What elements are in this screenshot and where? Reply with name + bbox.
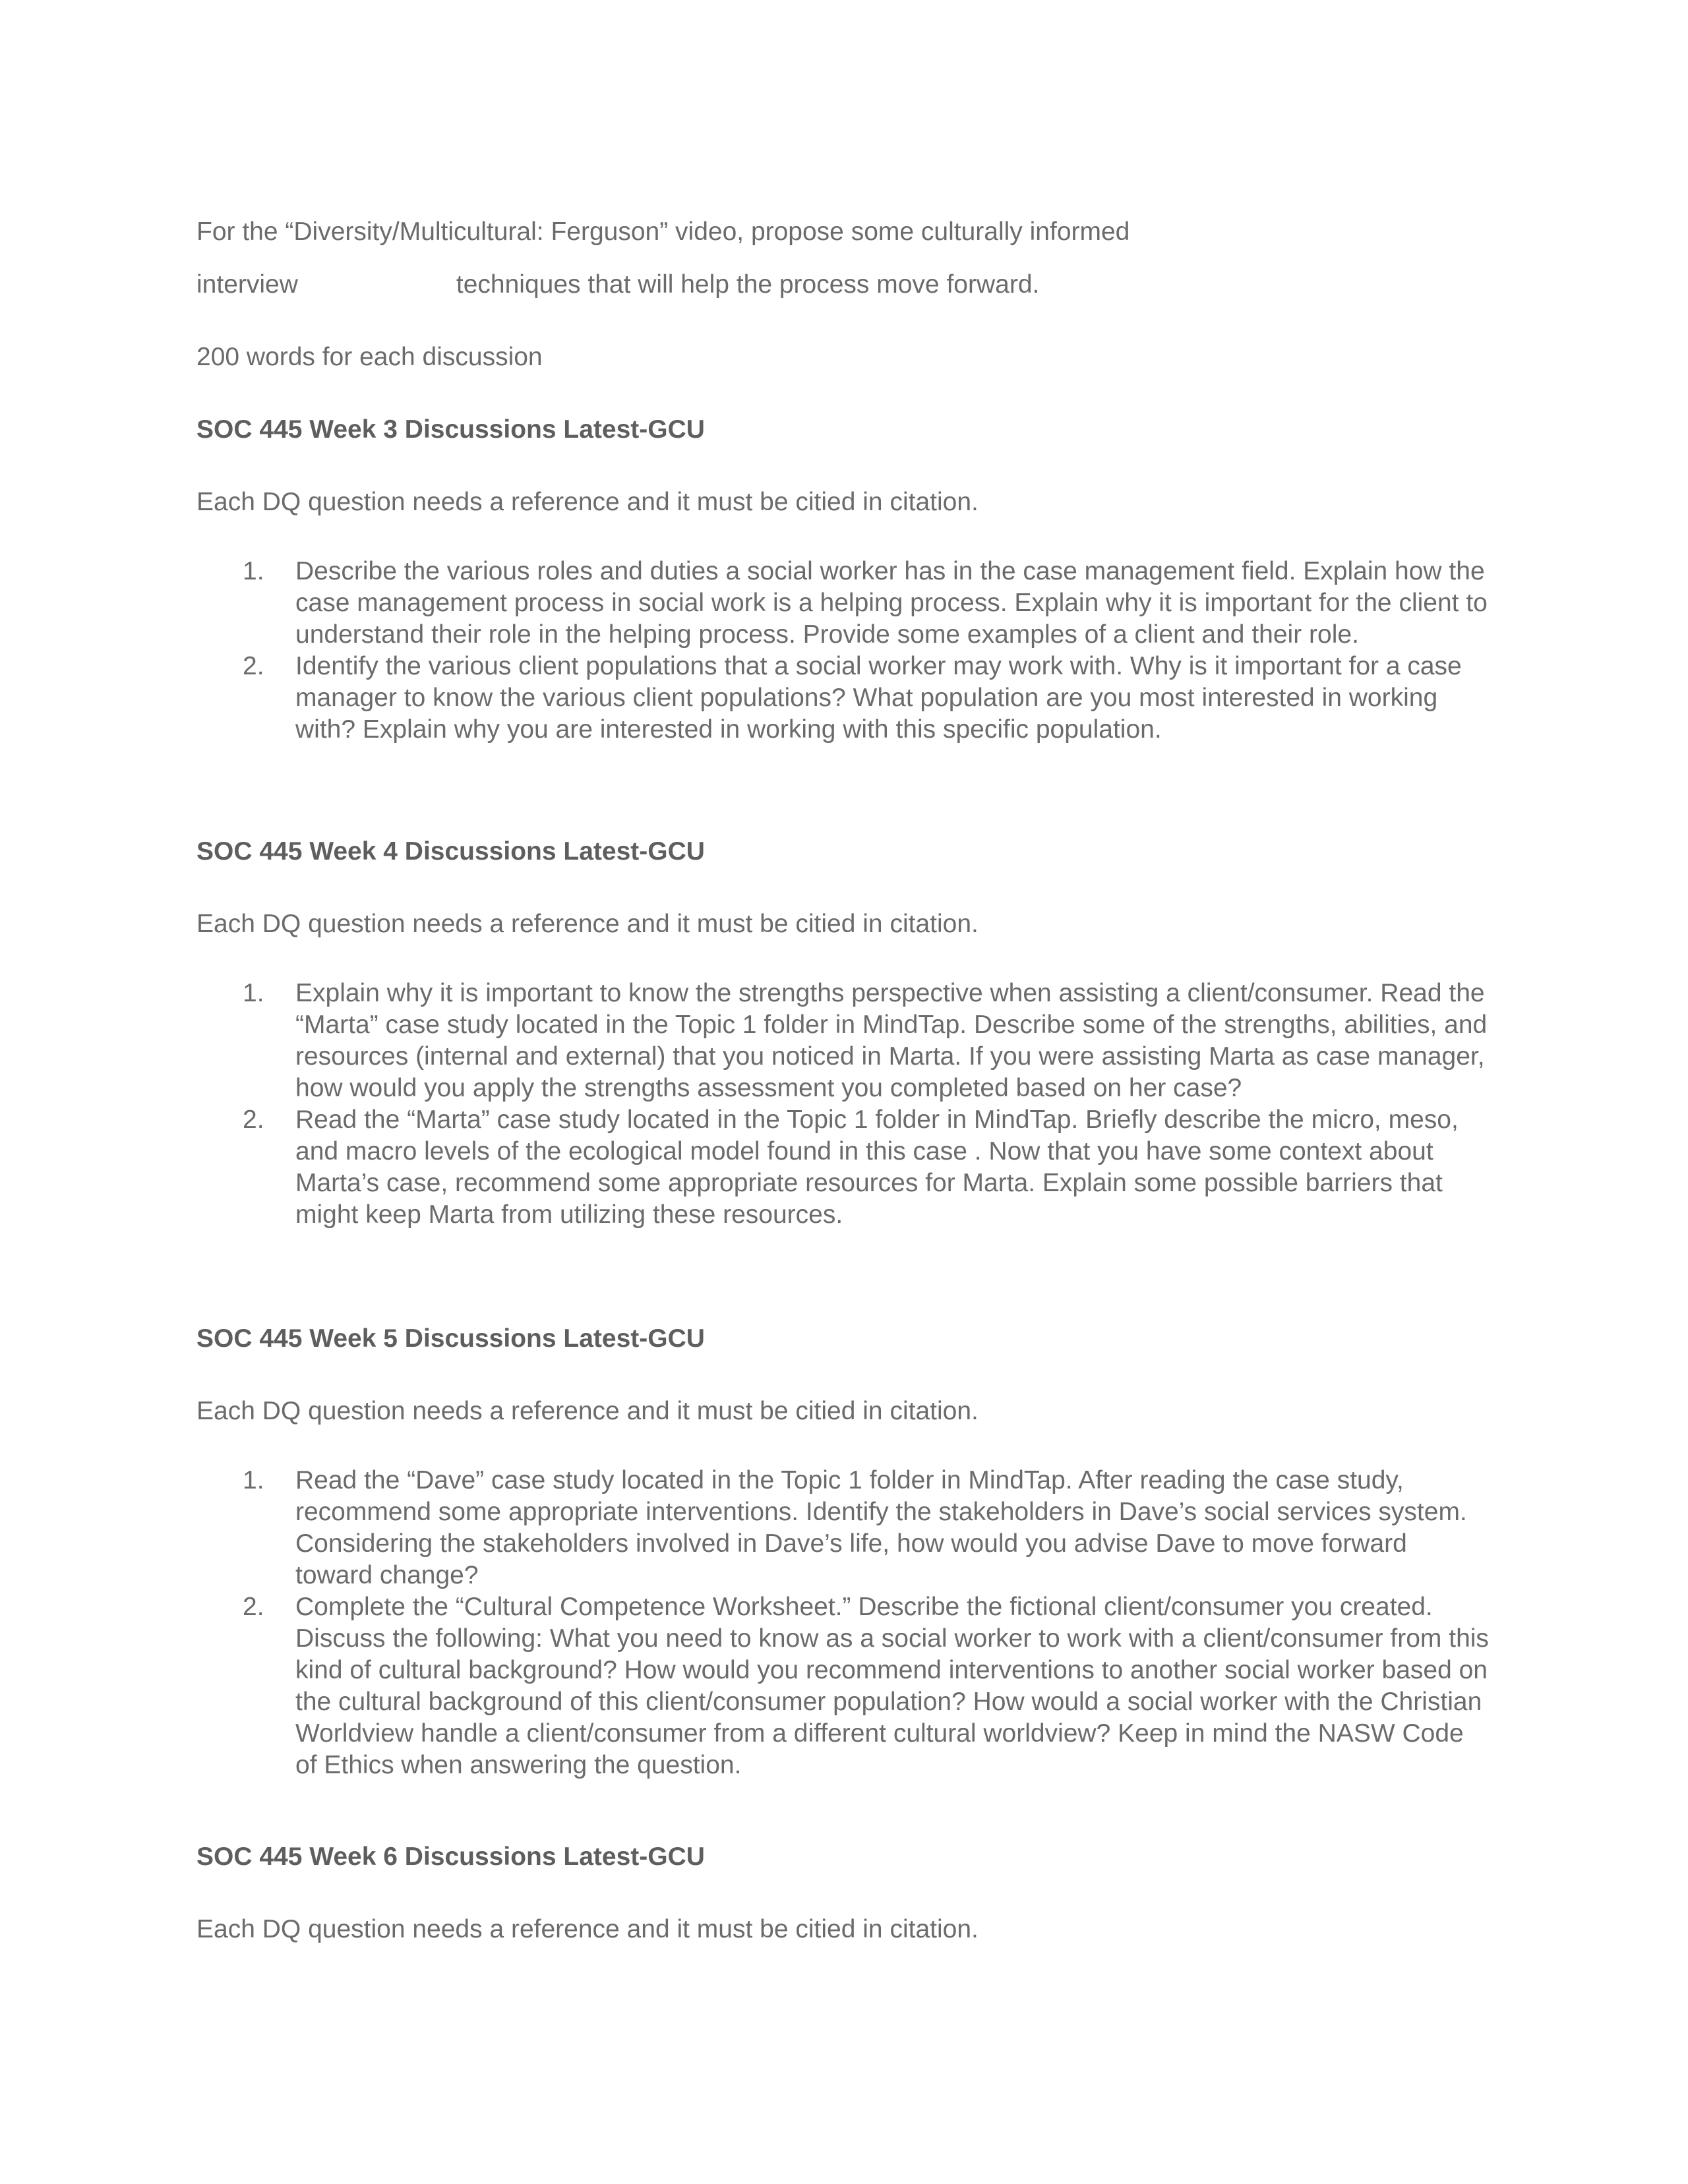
list-item-text: Complete the “Cultural Competence Worksheet.” Describe the fictional client/consumer you created. Discuss the following: What you need to know as a social worker to work with a client/consumer from this kind of cultural background? How would you recommend interventions to another social worker based on the cultural background of this client/consumer population? How would a social worker with the Christian Worldview handle a client/consumer from a different cultural worldview? Keep in mind the NASW Code of Ethics when answering the question. xyxy=(295,1593,1489,1779)
list-item-number: 2. xyxy=(243,1106,264,1134)
list-item-number: 2. xyxy=(243,652,264,680)
list-item-number: 1. xyxy=(243,1466,264,1494)
week-3-heading: SOC 445 Week 3 Discussions Latest-GCU xyxy=(196,415,705,444)
week-6-instruction: Each DQ question needs a reference and it must be citied in citation. xyxy=(196,1915,979,1943)
list-item xyxy=(196,1465,1489,1591)
list-item xyxy=(196,978,1489,1104)
list-item-number: 1. xyxy=(243,557,264,585)
list-item-text: Identify the various client populations that a social worker may work with. Why is it important for a case manager to know the various client populations? What population are you most interested in working with? Explain why you are interested in working with this specific population. xyxy=(295,652,1462,744)
week-6-heading: SOC 445 Week 6 Discussions Latest-GCU xyxy=(196,1843,705,1871)
week-4-question-list xyxy=(196,978,1489,1231)
week-5-heading: SOC 445 Week 5 Discussions Latest-GCU xyxy=(196,1324,705,1353)
week-3-question-list xyxy=(196,556,1489,746)
list-item-text: Read the “Dave” case study located in the Topic 1 folder in MindTap. After reading the case study, recommend some appropriate interventions. Identify the stakeholders in Dave’s social services system. Considering the stakeholders involved in Dave’s life, how would you advise Dave to move forward toward change? xyxy=(295,1466,1467,1589)
week-4-instruction: Each DQ question needs a reference and it must be citied in citation. xyxy=(196,910,979,938)
week-4-heading: SOC 445 Week 4 Discussions Latest-GCU xyxy=(196,837,705,866)
week-5-question-list xyxy=(196,1465,1489,1781)
word-count-note: 200 words for each discussion xyxy=(196,343,543,371)
list-item xyxy=(196,1591,1489,1781)
intro-line-2-start: interview xyxy=(196,270,298,299)
week-3-instruction: Each DQ question needs a reference and it must be citied in citation. xyxy=(196,488,979,516)
list-item-text: Explain why it is important to know the strengths perspective when assisting a client/consumer. Read the “Marta” case study located in the Topic 1 folder in MindTap. Describe some of the strengths, abilities, and resources (internal and external) that you noticed in Marta. If you were assisting Marta as case manager, how would you apply the strengths assessment you completed based on her case? xyxy=(295,979,1488,1102)
intro-line-1: For the “Diversity/Multicultural: Ferguson” video, propose some culturally informed xyxy=(196,218,1130,246)
list-item-number: 2. xyxy=(243,1593,264,1621)
list-item-text: Read the “Marta” case study located in the Topic 1 folder in MindTap. Briefly describe the micro, meso, and macro levels of the ecological model found in this case . Now that you have some context about Marta’s case, recommend some appropriate resources for Marta. Explain some possible barriers that might keep Marta from utilizing these resources. xyxy=(295,1106,1459,1229)
list-item xyxy=(196,1104,1489,1231)
intro-line-2 xyxy=(196,269,1039,301)
list-item xyxy=(196,651,1489,746)
week-5-instruction: Each DQ question needs a reference and it must be citied in citation. xyxy=(196,1397,979,1425)
list-item-number: 1. xyxy=(243,979,264,1007)
list-item xyxy=(196,556,1489,651)
list-item-text: Describe the various roles and duties a social worker has in the case management field. Explain how the case management process in social work is a helping process. Explain why it is important for the client to understand their role in the helping process. Provide some examples of a client and their role. xyxy=(295,557,1488,649)
intro-line-2-end: techniques that will help the process move forward. xyxy=(456,270,1040,299)
